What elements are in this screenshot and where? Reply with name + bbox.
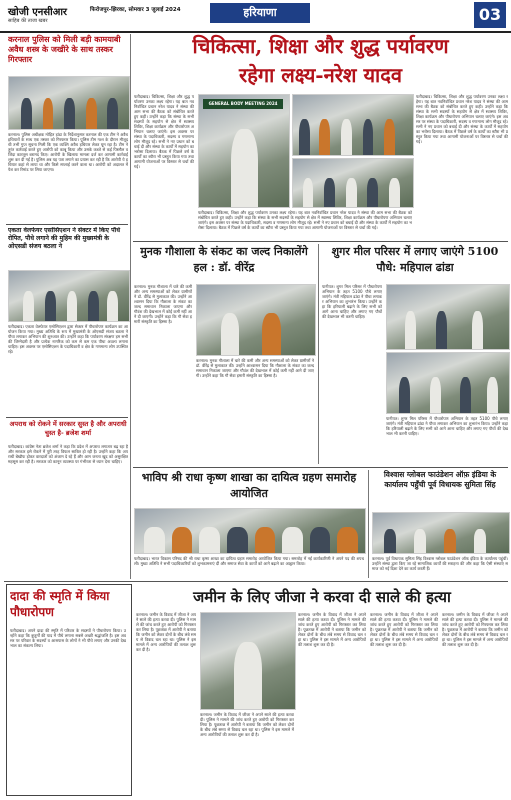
gaushala-body-col1: करनाल। मुनक गौशाला में चारे की कमी और अन्य समस्याओं को लेकर ग्रामीणों ने डॉ. वीरेंद्र से मुलाकात की। उन्होंने आश्वासन दिया कि गौशाला के संकट का जल्द समाधान निकाला जाएगा और गौवंश की देखभाल में कोई कमी नहीं आने दी जाएगी। उन्होंने कहा कि गौ सेवा हमारी संस्कृति का हिस्सा है। <box>134 284 192 324</box>
trees-photo-2 <box>386 352 510 414</box>
masthead <box>0 0 511 33</box>
crime-body: फरीदाबाद। कांग्रेस नेता ब्रजेश शर्मा ने कहा कि प्रदेश में अपराध लगातार बढ़ रहा है और सरकार इसे रोकने में पूरी तरह विफल साबित हो रही है। उन्होंने कहा कि अपराधी बेखौफ होकर वारदातों को अंजाम दे रहे हैं और आम जनता खुद को असुरक्षित महसूस कर रही है। सरकार को कानून व्यवस्था पर गंभीरता से ध्यान देना चाहिए। <box>8 444 128 464</box>
divider <box>133 467 508 468</box>
foundation-photo <box>372 512 510 554</box>
ceremony-photo <box>134 508 366 554</box>
murder-body-col3: करनाल। जमीन के विवाद में जीजा ने अपने साले की हत्या करवा दी। पुलिस ने मामले की जांच करते हुए आरोपी को गिरफ्तार कर लिया है। पूछताछ में आरोपी ने बताया कि जमीन को लेकर दोनों के बीच लंबे समय से विवाद चल रहा था। पुलिस ने इस मामले में अन्य आरोपियों की तलाश शुरू कर दी है। <box>298 612 366 647</box>
main-body-col1: फरीदाबाद। चिकित्सा, शिक्षा और शुद्ध पर्यावरण उनका लक्ष्य रहेगा। यह बात नवनिर्वाचित प्रधान नरेश यादव ने संस्था की आम सभा की बैठक को संबोधित करते हुए कही। उन्होंने कहा कि संस्था के सभी सदस्यों के सहयोग से क्षेत्र में स्वास्थ्य शिविर, शिक्षा कार्यक्रम और पौधारोपण अभियान चलाए जाएंगे। इस अवसर पर संस्था के पदाधिकारी, सदस्य व गणमान्य लोग मौजूद रहे। सभी ने नए प्रधान को बधाई दी और संस्था के कार्यों में सहयोग का भरोसा दिलाया। बैठक में पिछले वर्ष के कार्यों का ब्यौरा भी प्रस्तुत किया गया तथा आगामी योजनाओं पर विस्तार से चर्चा की गई। <box>134 94 194 169</box>
trees-photo-1 <box>386 284 510 350</box>
divider <box>6 417 128 418</box>
welcome-body: फरीदाबाद। एकता वेलफेयर एसोसिएशन द्वारा सेक्टर में पौधारोपण कार्यक्रम का आयोजन किया गया। मुख्य अतिथि के रूप में मुख्यमंत्री के ओएसडी संजय बठला ने पौधा लगाकर अभियान की शुरुआत की। उन्होंने कहा कि पर्यावरण संरक्षण हम सभी की जिम्मेदारी है और प्रत्येक नागरिक को कम से कम एक पौधा अवश्य लगाना चाहिए। इस अवसर पर एसोसिएशन के पदाधिकारी व क्षेत्र के गणमान्य लोग उपस्थित रहे। <box>8 324 128 354</box>
divider <box>6 224 128 225</box>
murder-photo <box>200 612 296 710</box>
memory-body: फरीदाबाद। अपने दादा की स्मृति में परिवार के सदस्यों ने पौधारोपण किया। उन्होंने कहा कि बुजुर्गों की याद में पौधे लगाना सबसे अच्छी श्रद्धांजलि है। इस अवसर पर परिवार के सदस्यों व आसपास के लोगों ने भी पौधे लगाए और उनकी देखभाल का संकल्प लिया। <box>10 628 126 648</box>
main-headline-line1: चिकित्सा, शिक्षा और शुद्ध पर्यावरण <box>192 34 449 58</box>
welcome-photo <box>8 270 130 322</box>
welcome-headline: एकता वेलफेयर एसोसिएशन ने सेक्टर में किए पौधे रोपित, पौधे लगाने की मुहिम की मुख्यमंत्री के ओएसडी संजय बठला ने <box>8 227 120 250</box>
main-meeting-photo <box>292 158 414 208</box>
main-headline-line2: रहेगा लक्ष्य-नरेश यादव <box>239 63 402 87</box>
murder-body-col2: करनाल। जमीन के विवाद में जीजा ने अपने साले की हत्या करवा दी। पुलिस ने मामले की जांच करते हुए आरोपी को गिरफ्तार कर लिया है। पूछताछ में आरोपी ने बताया कि जमीन को लेकर दोनों के बीच लंबे समय से विवाद चल रहा था। पुलिस ने इस मामले में अन्य आरोपियों की तलाश शुरू कर दी है। <box>200 712 294 737</box>
police-photo <box>8 76 130 130</box>
main-audience-photo <box>292 94 414 156</box>
ceremony-body: फरीदाबाद। भारत विकास परिषद की श्री राधा कृष्ण शाखा का दायित्व ग्रहण समारोह आयोजित किया गया। समारोह में नई कार्यकारिणी ने अपने पद की शपथ ली। मुख्य अतिथि ने सभी पदाधिकारियों को शुभकामनाएं दीं और समाज सेवा के कार्यों को आगे बढ़ाने का आह्वान किया। <box>134 556 364 566</box>
page-number: 03 <box>474 2 506 28</box>
police-headline: करनाल पुलिस को मिली बड़ी कामयाबी अवैध शस्त्र के जखीरे के साथ तस्कर गिरफ्तार <box>8 34 121 64</box>
murder-body-col1: करनाल। जमीन के विवाद में जीजा ने अपने साले की हत्या करवा दी। पुलिस ने मामले की जांच करते हुए आरोपी को गिरफ्तार कर लिया है। पूछताछ में आरोपी ने बताया कि जमीन को लेकर दोनों के बीच लंबे समय से विवाद चल रहा था। पुलिस ने इस मामले में अन्य आरोपियों की तलाश शुरू कर दी है। <box>136 612 196 652</box>
memory-headline: दादा की स्मृति में किया पौधारोपण <box>10 589 110 619</box>
main-body-col3: फरीदाबाद। चिकित्सा, शिक्षा और शुद्ध पर्यावरण उनका लक्ष्य रहेगा। यह बात नवनिर्वाचित प्रधान नरेश यादव ने संस्था की आम सभा की बैठक को संबोधित करते हुए कही। उन्होंने कहा कि संस्था के सभी सदस्यों के सहयोग से क्षेत्र में स्वास्थ्य शिविर, शिक्षा कार्यक्रम और पौधारोपण अभियान चलाए जाएंगे। इस अवसर पर संस्था के पदाधिकारी, सदस्य व गणमान्य लोग मौजूद रहे। सभी ने नए प्रधान को बधाई दी और संस्था के कार्यों में सहयोग का भरोसा दिलाया। बैठक में पिछले वर्ष के कार्यों का ब्यौरा भी प्रस्तुत किया गया तथा आगामी योजनाओं पर विस्तार से चर्चा की गई। <box>416 94 508 144</box>
newspaper-logo: खोजी एनसीआर <box>8 7 68 18</box>
main-body-col2: फरीदाबाद। चिकित्सा, शिक्षा और शुद्ध पर्यावरण उनका लक्ष्य रहेगा। यह बात नवनिर्वाचित प्रधान नरेश यादव ने संस्था की आम सभा की बैठक को संबोधित करते हुए कही। उन्होंने कहा कि संस्था के सभी सदस्यों के सहयोग से क्षेत्र में स्वास्थ्य शिविर, शिक्षा कार्यक्रम और पौधारोपण अभियान चलाए जाएंगे। इस अवसर पर संस्था के पदाधिकारी, सदस्य व गणमान्य लोग मौजूद रहे। सभी ने नए प्रधान को बधाई दी और संस्था के कार्यों में सहयोग का भरोसा दिलाया। बैठक में पिछले वर्ष के कार्यों का ब्यौरा भी प्रस्तुत किया गया तथा आगामी योजनाओं पर विस्तार से चर्चा की गई। <box>198 210 412 230</box>
murder-body-col5: करनाल। जमीन के विवाद में जीजा ने अपने साले की हत्या करवा दी। पुलिस ने मामले की जांच करते हुए आरोपी को गिरफ्तार कर लिया है। पूछताछ में आरोपी ने बताया कि जमीन को लेकर दोनों के बीच लंबे समय से विवाद चल रहा था। पुलिस ने इस मामले में अन्य आरोपियों की तलाश शुरू कर दी है। <box>442 612 508 647</box>
trees-headline: शुगर मील परिसर में लगाए जाएंगे 5100 पौधे: महिपाल ढांडा <box>331 245 499 274</box>
main-speaker-photo <box>198 94 290 208</box>
crime-headline: अपराध को रोकने में सरकार सुस्त है और अपराधी चुस्त है- ब्रजेश शर्मा <box>9 420 127 437</box>
gaushala-headline: मुनक गौशाला के संकट का जल्द निकालेंगे हल : डॉ. वीरेंद्र <box>140 245 308 274</box>
divider <box>133 241 508 242</box>
murder-headline: जमीन के लिए जीजा ने करवा दी साले की हत्या <box>193 588 451 606</box>
column-divider <box>368 470 369 578</box>
foundation-headline: विश्वास ग्लोबल फाउंडेशन ऑफ़ इंडिया के कार्यालय पहुँची पूर्व विधायक सुमिता सिंह <box>383 470 497 489</box>
column-divider <box>318 244 319 464</box>
trees-body-col1: पानीपत। शुगर मिल परिसर में पौधारोपण अभियान के तहत 5100 पौधे लगाए जाएंगे। मंत्री महिपाल ढांडा ने पौधा लगाकर अभियान का शुभारंभ किया। उन्होंने कहा कि हरियाली बढ़ाने के लिए सभी को आगे आना चाहिए और लगाए गए पौधों की देखभाल भी करनी चाहिए। <box>322 284 382 319</box>
ceremony-headline: भाविप श्री राधा कृष्ण शाखा का दायित्व ग्रहण समारोह आयोजित <box>141 471 357 500</box>
issue-date: फिरोजपुर-झिरका, सोमवार 3 जुलाई 2024 <box>90 7 181 13</box>
trees-body-col2: पानीपत। शुगर मिल परिसर में पौधारोपण अभियान के तहत 5100 पौधे लगाए जाएंगे। मंत्री महिपाल ढांडा ने पौधा लगाकर अभियान का शुभारंभ किया। उन्होंने कहा कि हरियाली बढ़ाने के लिए सभी को आगे आना चाहिए और लगाए गए पौधों की देखभाल भी करनी चाहिए। <box>386 416 508 436</box>
newspaper-subtitle: साहिब की ताजा खबर <box>8 18 48 24</box>
police-body: करनाल। पुलिस अधीक्षक मोहित हांडा के निर्देशानुसार करनाल की एक टीम ने अवैध हथियारों के साथ एक तस्कर को गिरफ्तार किया। पुलिस टीम गश्त के दौरान मौजूद थी तभी गुप्त सूचना मिली कि एक व्यक्ति अवैध हथियार लेकर घूम रहा है। टीम ने तुरंत कार्रवाई करते हुए आरोपी को काबू किया और उसके कब्जे से कई पिस्तौल व जिंदा कारतूस बरामद किए। आरोपी के खिलाफ मामला दर्ज कर आगामी कार्रवाई शुरू कर दी गई है। पुलिस अब यह पता लगाने का प्रयास कर रही है कि आरोपी ये हथियार कहां से लाया था और किसे सप्लाई करने वाला था। आरोपी को अदालत में पेश कर रिमांड पर लिया जाएगा। <box>8 132 128 172</box>
foundation-body: करनाल। पूर्व विधायक सुमिता सिंह विश्वास ग्लोबल फाउंडेशन ऑफ इंडिया के कार्यालय पहुंचीं। उन्होंने संस्था द्वारा किए जा रहे सामाजिक कार्यों की सराहना की और कहा कि ऐसी संस्थाएं समाज को नई दिशा देने का कार्य करती हैं। <box>372 556 508 571</box>
gaushala-body-col2: करनाल। मुनक गौशाला में चारे की कमी और अन्य समस्याओं को लेकर ग्रामीणों ने डॉ. वीरेंद्र से मुलाकात की। उन्होंने आश्वासन दिया कि गौशाला के संकट का जल्द समाधान निकाला जाएगा और गौवंश की देखभाल में कोई कमी नहीं आने दी जाएगी। उन्होंने कहा कि गौ सेवा हमारी संस्कृति का हिस्सा है। <box>196 358 314 378</box>
gaushala-photo <box>196 284 316 356</box>
divider <box>4 581 508 582</box>
stage-banner: GENERAL BODY MEETING 2024 <box>203 99 283 109</box>
murder-body-col4: करनाल। जमीन के विवाद में जीजा ने अपने साले की हत्या करवा दी। पुलिस ने मामले की जांच करते हुए आरोपी को गिरफ्तार कर लिया है। पूछताछ में आरोपी ने बताया कि जमीन को लेकर दोनों के बीच लंबे समय से विवाद चल रहा था। पुलिस ने इस मामले में अन्य आरोपियों की तलाश शुरू कर दी है। <box>370 612 438 647</box>
column-divider <box>130 34 131 579</box>
section-label: हरियाणा <box>210 3 310 23</box>
